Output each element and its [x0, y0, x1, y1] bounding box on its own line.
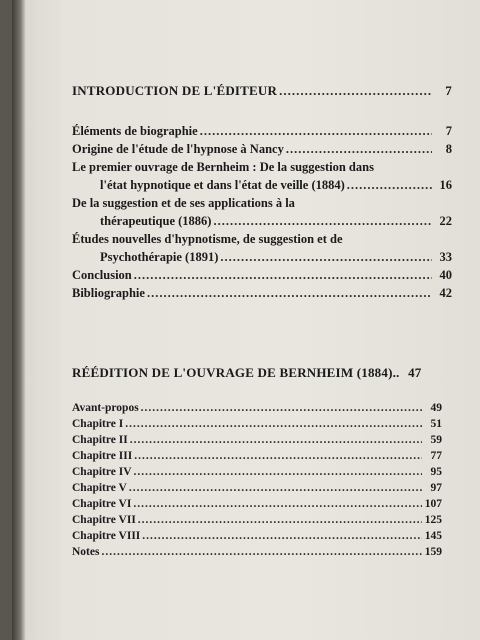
toc-entry — [72, 140, 452, 158]
toc-entry — [72, 416, 442, 432]
leader-dots — [147, 284, 432, 302]
leader-dots — [286, 140, 432, 158]
toc-entry — [72, 432, 442, 448]
toc-entry-title: Chapitre I — [72, 418, 124, 430]
toc-entry-title: thérapeutique (1886) — [100, 214, 212, 228]
toc-entries-reedition — [72, 400, 442, 560]
toc-entry-title: Bibliographie — [72, 286, 145, 300]
toc-entry — [72, 212, 452, 230]
toc-page-number: 7 — [445, 83, 452, 98]
toc-entry — [72, 400, 442, 416]
toc-entry — [72, 248, 452, 266]
toc-page-number: 7 — [445, 124, 452, 138]
leader-dots — [130, 432, 422, 448]
toc-entry-title: Chapitre II — [72, 434, 128, 446]
toc-entry — [72, 176, 452, 194]
toc-entry-title: Avant-propos — [72, 402, 139, 414]
toc-entry — [72, 480, 442, 496]
toc-entry — [72, 512, 442, 528]
toc-entry-first-line: Études nouvelles d'hypnotisme, de suggestion et de — [72, 232, 343, 246]
leader-dots — [101, 544, 422, 560]
toc-page-number: 159 — [424, 546, 442, 558]
toc-heading-introduction — [72, 82, 452, 100]
toc-entry — [72, 544, 442, 560]
toc-entries-introduction — [72, 122, 452, 302]
leader-dots — [134, 448, 422, 464]
toc-heading-reedition — [72, 364, 452, 382]
toc-entry-title: Notes — [72, 546, 100, 558]
toc-entry-title: Chapitre III — [72, 450, 133, 462]
toc-page-number: 95 — [430, 466, 442, 478]
leader-dots — [141, 400, 422, 416]
toc-page-number: 40 — [439, 268, 452, 282]
toc-entry-title: Chapitre VI — [72, 498, 132, 510]
toc-page-number: 49 — [430, 402, 442, 414]
toc-page-number: 77 — [430, 450, 442, 462]
toc-page-number: 145 — [424, 530, 442, 542]
toc-page-number: 22 — [439, 214, 452, 228]
toc-entry-first-line: De la suggestion et de ses applications à la — [72, 196, 295, 210]
toc-page-number: 97 — [430, 482, 442, 494]
toc-section-reedition — [72, 364, 452, 382]
leader-dots — [220, 248, 432, 266]
toc-entry-title: Chapitre V — [72, 482, 127, 494]
leader-dots — [133, 496, 422, 512]
toc-entry — [72, 496, 442, 512]
toc-entry-title: Chapitre VIII — [72, 530, 141, 542]
toc-entry — [72, 122, 452, 140]
leader-dots — [279, 82, 432, 100]
toc-entry-title: Origine de l'étude de l'hypnose à Nancy — [72, 142, 284, 156]
toc-entry-title: l'état hypnotique et dans l'état de veille (1884) — [100, 178, 345, 192]
toc-entry-title: Chapitre VII — [72, 514, 136, 526]
leader-dots — [125, 416, 422, 432]
toc-page-number: 16 — [439, 178, 452, 192]
toc-page-number: 59 — [430, 434, 442, 446]
book-page — [12, 0, 480, 640]
leader-dots — [134, 464, 422, 480]
toc-heading-title: INTRODUCTION DE L'ÉDITEUR — [72, 83, 278, 98]
toc-page-number: 107 — [424, 498, 442, 510]
toc-entry — [72, 284, 452, 302]
toc-page-number: 125 — [424, 514, 442, 526]
toc-section-introduction — [72, 82, 452, 100]
toc-entry — [72, 266, 452, 284]
leader-dots — [134, 266, 432, 284]
toc-entry-title: Éléments de biographie — [72, 124, 198, 138]
leader-dots — [142, 528, 422, 544]
toc-page-number: 33 — [439, 250, 452, 264]
toc-entry — [72, 448, 442, 464]
page-gutter-shadow — [12, 0, 26, 640]
toc-entry — [72, 528, 442, 544]
toc-entry-title: Conclusion — [72, 268, 132, 282]
leader-dots — [200, 122, 432, 140]
toc-entry-title: Chapitre IV — [72, 466, 132, 478]
toc-page-number: 47 — [408, 365, 422, 380]
leader-dots — [138, 512, 422, 528]
leader-dots — [347, 176, 432, 194]
toc-page-number: 42 — [439, 286, 452, 300]
toc-page-number: 8 — [445, 142, 452, 156]
toc-entry-first-line: Le premier ouvrage de Bernheim : De la suggestion dans — [72, 160, 374, 174]
toc-entry — [72, 464, 442, 480]
leader-dots — [129, 480, 422, 496]
toc-entry-title: Psychothérapie (1891) — [100, 250, 219, 264]
toc-page-number: 51 — [430, 418, 442, 430]
leader-dots — [213, 212, 432, 230]
toc-heading-title: RÉÉDITION DE L'OUVRAGE DE BERNHEIM (1884).. — [72, 365, 400, 380]
